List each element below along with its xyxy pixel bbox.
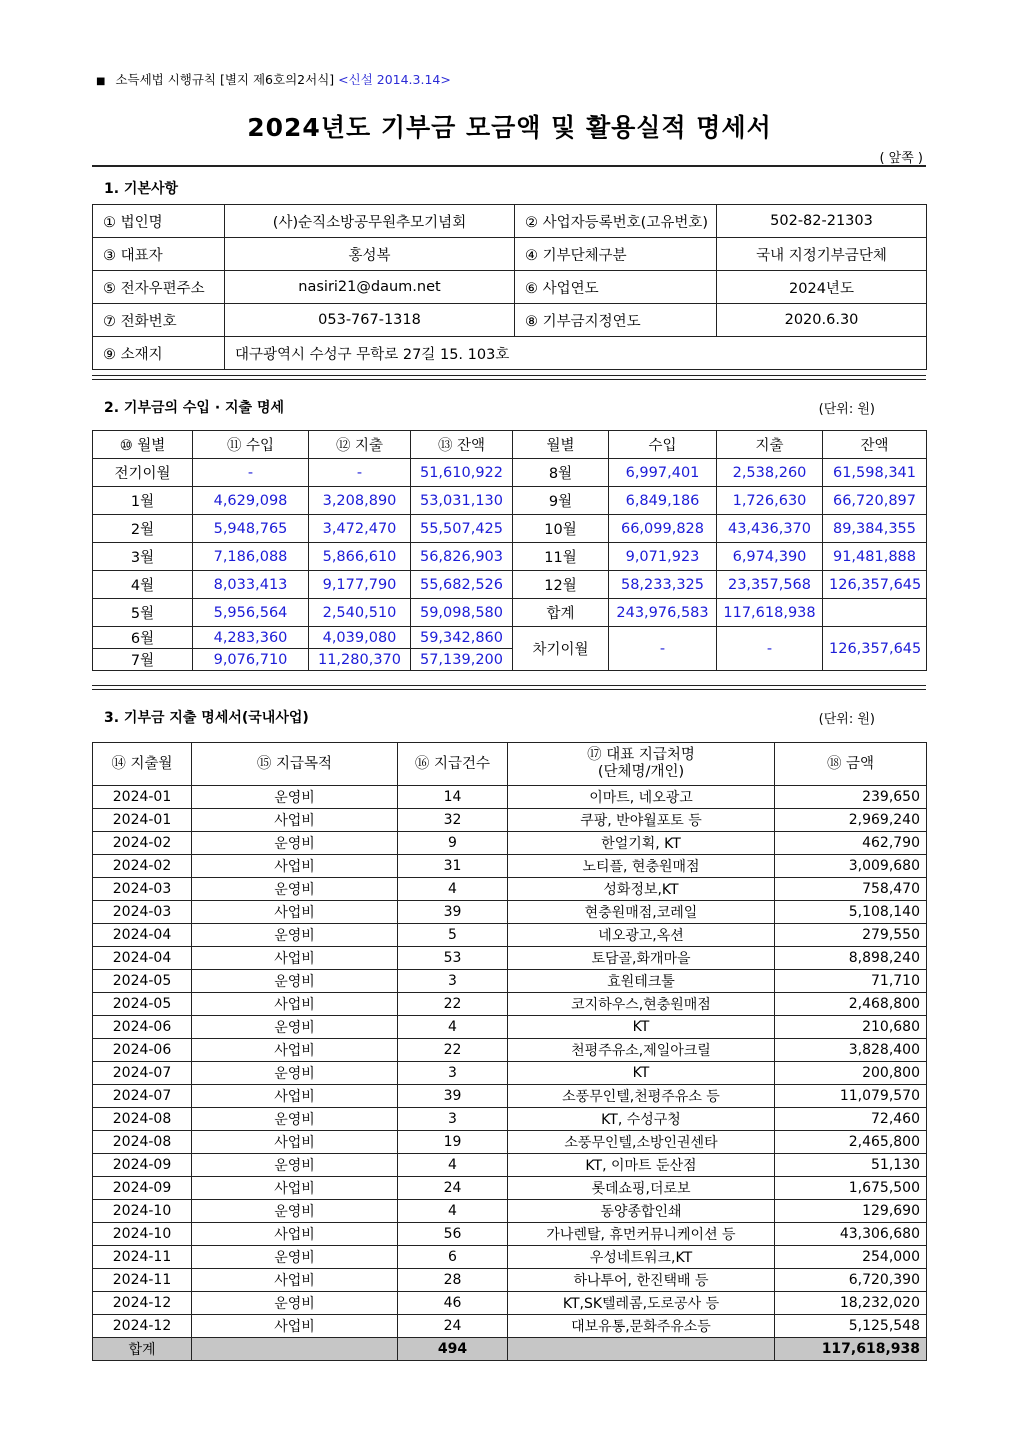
month-row: [93, 515, 927, 543]
amount-cell: 4,629,098: [193, 487, 309, 515]
expense-purpose: 사업비: [192, 1039, 398, 1062]
expense-month: 2024-06: [93, 1016, 192, 1039]
expense-purpose: 사업비: [192, 1177, 398, 1200]
expense-purpose: 운영비: [192, 970, 398, 993]
total-label: 합계: [93, 1338, 192, 1361]
expense-month: 2024-01: [93, 786, 192, 809]
amount-cell: 9,076,710: [193, 649, 309, 671]
income-expense-table: [92, 430, 927, 671]
info-value: (사)순직소방공무원추모기념회: [225, 205, 515, 238]
expense-count: 4: [398, 1200, 508, 1223]
amount-cell: 5,866,610: [309, 543, 411, 571]
expense-month: 2024-01: [93, 809, 192, 832]
expense-month: 2024-11: [93, 1246, 192, 1269]
column-header: [508, 743, 775, 786]
section1-heading: 1. 기본사항: [104, 181, 179, 197]
amount-cell: 53,031,130: [411, 487, 513, 515]
expense-purpose: 사업비: [192, 809, 398, 832]
expense-row: [93, 901, 927, 924]
expense-count: 24: [398, 1315, 508, 1338]
expense-recipient: 성화정보,KT: [508, 878, 775, 901]
amount-cell: -: [193, 459, 309, 487]
expense-month: 2024-08: [93, 1108, 192, 1131]
expense-month: 2024-02: [93, 832, 192, 855]
expense-purpose: 사업비: [192, 947, 398, 970]
expense-purpose: 운영비: [192, 1246, 398, 1269]
expense-purpose: 사업비: [192, 1223, 398, 1246]
expense-recipient: KT: [508, 1016, 775, 1039]
amount-cell: 6,849,186: [609, 487, 717, 515]
expense-recipient: 하나투어, 한진택배 등: [508, 1269, 775, 1292]
expense-recipient: 대보유통,문화주유소등: [508, 1315, 775, 1338]
expense-amount: 279,550: [775, 924, 927, 947]
month-row: [93, 571, 927, 599]
amount-cell: 56,826,903: [411, 543, 513, 571]
month-row: [93, 627, 927, 649]
expense-amount: 71,710: [775, 970, 927, 993]
month-label: 3월: [93, 543, 193, 571]
column-header: 잔액: [823, 431, 927, 459]
info-label: ⑧ 기부금지정연도: [515, 304, 717, 337]
info-label: ⑤ 전자우편주소: [93, 271, 225, 304]
expense-recipient: 쿠팡, 반야월포토 등: [508, 809, 775, 832]
amount-cell: [823, 599, 927, 627]
expense-amount: 8,898,240: [775, 947, 927, 970]
month-label: 차기이월: [513, 627, 609, 671]
amount-cell: 61,598,341: [823, 459, 927, 487]
amount-cell: 59,098,580: [411, 599, 513, 627]
expense-month: 2024-06: [93, 1039, 192, 1062]
expense-month: 2024-09: [93, 1177, 192, 1200]
expense-amount: 1,675,500: [775, 1177, 927, 1200]
expense-count: 5: [398, 924, 508, 947]
address-value: 대구광역시 수성구 무학로 27길 15. 103호: [225, 337, 927, 370]
address-row: [93, 337, 927, 370]
info-row: [93, 205, 927, 238]
expense-row: [93, 855, 927, 878]
expense-count: 22: [398, 1039, 508, 1062]
expense-amount: 18,232,020: [775, 1292, 927, 1315]
expense-recipient: 한얼기획, KT: [508, 832, 775, 855]
column-header: ⑭ 지출월: [93, 743, 192, 786]
month-label: 합계: [513, 599, 609, 627]
header-row: [93, 431, 927, 459]
amount-cell: 91,481,888: [823, 543, 927, 571]
info-row: [93, 238, 927, 271]
month-row: [93, 487, 927, 515]
amount-cell: 3,208,890: [309, 487, 411, 515]
expense-recipient: 가나렌탈, 휴먼커뮤니케이션 등: [508, 1223, 775, 1246]
month-row: [93, 459, 927, 487]
month-label: 7월: [93, 649, 193, 671]
expense-purpose: 사업비: [192, 993, 398, 1016]
expense-recipient: 소풍무인텔,소방인권센타: [508, 1131, 775, 1154]
amount-cell: 66,099,828: [609, 515, 717, 543]
amount-cell: 1,726,630: [717, 487, 823, 515]
expense-row: [93, 1223, 927, 1246]
expense-purpose: 운영비: [192, 878, 398, 901]
divider: [92, 685, 926, 690]
expense-purpose: 사업비: [192, 1085, 398, 1108]
expense-count: 3: [398, 1108, 508, 1131]
expense-month: 2024-10: [93, 1223, 192, 1246]
expense-amount: 3,009,680: [775, 855, 927, 878]
expense-row: [93, 1315, 927, 1338]
amount-cell: 117,618,938: [717, 599, 823, 627]
amount-cell: 3,472,470: [309, 515, 411, 543]
expense-amount: 462,790: [775, 832, 927, 855]
month-label: 8월: [513, 459, 609, 487]
empty-cell: [192, 1338, 398, 1361]
info-value: nasiri21@daum.net: [225, 271, 515, 304]
expense-amount: 5,108,140: [775, 901, 927, 924]
amount-cell: 4,283,360: [193, 627, 309, 649]
expense-amount: 2,465,800: [775, 1131, 927, 1154]
expense-count: 46: [398, 1292, 508, 1315]
expense-row: [93, 993, 927, 1016]
expense-purpose: 운영비: [192, 1200, 398, 1223]
amount-cell: 9,177,790: [309, 571, 411, 599]
amount-cell: -: [309, 459, 411, 487]
expense-purpose: 사업비: [192, 901, 398, 924]
info-label: ③ 대표자: [93, 238, 225, 271]
info-label: ① 법인명: [93, 205, 225, 238]
expense-month: 2024-02: [93, 855, 192, 878]
month-label: 2월: [93, 515, 193, 543]
expense-row: [93, 1062, 927, 1085]
header-line: ⑰ 대표 지급처명: [587, 747, 695, 763]
expense-amount: 6,720,390: [775, 1269, 927, 1292]
amount-cell: 59,342,860: [411, 627, 513, 649]
amount-cell: 126,357,645: [823, 571, 927, 599]
expense-recipient: KT,SK텔레콤,도로공사 등: [508, 1292, 775, 1315]
expense-purpose: 운영비: [192, 832, 398, 855]
info-row: [93, 271, 927, 304]
amount-cell: 8,033,413: [193, 571, 309, 599]
amount-cell: 55,507,425: [411, 515, 513, 543]
front-side-label: ( 앞쪽 ): [879, 151, 923, 166]
expense-purpose: 운영비: [192, 1016, 398, 1039]
expense-row: [93, 1292, 927, 1315]
amount-cell: 11,280,370: [309, 649, 411, 671]
divider: [92, 165, 926, 167]
expense-amount: 2,468,800: [775, 993, 927, 1016]
expense-recipient: 롯데쇼핑,더로보: [508, 1177, 775, 1200]
expense-row: [93, 832, 927, 855]
column-header: ⑫ 지출: [309, 431, 411, 459]
amount-cell: 4,039,080: [309, 627, 411, 649]
expense-purpose: 운영비: [192, 1108, 398, 1131]
expense-month: 2024-09: [93, 1154, 192, 1177]
address-label: ⑨ 소재지: [93, 337, 225, 370]
amount-cell: 58,233,325: [609, 571, 717, 599]
column-header: ⑩ 월별: [93, 431, 193, 459]
expense-count: 4: [398, 1016, 508, 1039]
expense-month: 2024-12: [93, 1315, 192, 1338]
amount-cell: 51,610,922: [411, 459, 513, 487]
section2-heading: 2. 기부금의 수입 · 지출 명세: [104, 400, 284, 416]
expense-month: 2024-12: [93, 1292, 192, 1315]
expense-amount: 239,650: [775, 786, 927, 809]
amount-cell: 243,976,583: [609, 599, 717, 627]
month-label: 6월: [93, 627, 193, 649]
month-label: 9월: [513, 487, 609, 515]
expense-count: 53: [398, 947, 508, 970]
expense-recipient: 소풍무인텔,천평주유소 등: [508, 1085, 775, 1108]
column-header: 월별: [513, 431, 609, 459]
info-label: ④ 기부단체구분: [515, 238, 717, 271]
expense-month: 2024-05: [93, 970, 192, 993]
month-label: 12월: [513, 571, 609, 599]
expense-amount: 11,079,570: [775, 1085, 927, 1108]
section2-unit: (단위: 원): [818, 402, 875, 417]
header-line: (단체명/개인): [597, 764, 685, 780]
expense-count: 3: [398, 970, 508, 993]
expense-amount: 129,690: [775, 1200, 927, 1223]
expense-row: [93, 1108, 927, 1131]
expense-amount: 43,306,680: [775, 1223, 927, 1246]
month-row: [93, 599, 927, 627]
expense-row: [93, 970, 927, 993]
expense-recipient: 우성네트워크,KT: [508, 1246, 775, 1269]
amount-cell: 6,997,401: [609, 459, 717, 487]
expense-count: 56: [398, 1223, 508, 1246]
document-title: 2024년도 기부금 모금액 및 활용실적 명세서: [247, 113, 772, 142]
info-value: 홍성복: [225, 238, 515, 271]
expense-count: 4: [398, 878, 508, 901]
expense-count: 4: [398, 1154, 508, 1177]
month-label: 1월: [93, 487, 193, 515]
expense-purpose: 사업비: [192, 1131, 398, 1154]
expense-month: 2024-04: [93, 924, 192, 947]
amount-cell: 66,720,897: [823, 487, 927, 515]
expense-purpose: 사업비: [192, 1269, 398, 1292]
expense-purpose: 사업비: [192, 1315, 398, 1338]
section3-heading: 3. 기부금 지출 명세서(국내사업): [104, 710, 309, 726]
expense-row: [93, 1016, 927, 1039]
month-label: 11월: [513, 543, 609, 571]
expense-month: 2024-04: [93, 947, 192, 970]
expense-count: 9: [398, 832, 508, 855]
info-label: ② 사업자등록번호(고유번호): [515, 205, 717, 238]
column-header: 수입: [609, 431, 717, 459]
expense-purpose: 운영비: [192, 1062, 398, 1085]
month-label: 전기이월: [93, 459, 193, 487]
form-header: [96, 70, 451, 88]
expense-recipient: 노티플, 현충원매점: [508, 855, 775, 878]
amount-cell: 57,139,200: [411, 649, 513, 671]
expense-month: 2024-05: [93, 993, 192, 1016]
divider: [92, 375, 926, 380]
column-header: ⑯ 지급건수: [398, 743, 508, 786]
expense-purpose: 운영비: [192, 1154, 398, 1177]
month-label: 10월: [513, 515, 609, 543]
amount-cell: 43,436,370: [717, 515, 823, 543]
expense-amount: 200,800: [775, 1062, 927, 1085]
month-label: 5월: [93, 599, 193, 627]
expense-amount: 3,828,400: [775, 1039, 927, 1062]
expense-count: 39: [398, 901, 508, 924]
expense-recipient: 토담골,화개마을: [508, 947, 775, 970]
expense-recipient: 현충원매점,코레일: [508, 901, 775, 924]
info-value: 053-767-1318: [225, 304, 515, 337]
expense-recipient: 이마트, 네오광고: [508, 786, 775, 809]
column-header: 지출: [717, 431, 823, 459]
total-row: [93, 1338, 927, 1361]
amount-cell: 2,540,510: [309, 599, 411, 627]
expense-count: 39: [398, 1085, 508, 1108]
expense-month: 2024-11: [93, 1269, 192, 1292]
expense-count: 3: [398, 1062, 508, 1085]
amount-cell: 126,357,645: [823, 627, 927, 671]
expense-amount: 254,000: [775, 1246, 927, 1269]
amount-cell: -: [717, 627, 823, 671]
month-label: 4월: [93, 571, 193, 599]
expense-recipient: KT, 수성구청: [508, 1108, 775, 1131]
expense-row: [93, 1131, 927, 1154]
expense-amount: 72,460: [775, 1108, 927, 1131]
amount-cell: 23,357,568: [717, 571, 823, 599]
expense-month: 2024-10: [93, 1200, 192, 1223]
expense-purpose: 사업비: [192, 855, 398, 878]
expense-recipient: KT: [508, 1062, 775, 1085]
expense-row: [93, 786, 927, 809]
info-label: ⑦ 전화번호: [93, 304, 225, 337]
expense-row: [93, 1269, 927, 1292]
expense-row: [93, 1177, 927, 1200]
expense-row: [93, 947, 927, 970]
expense-count: 14: [398, 786, 508, 809]
expense-recipient: 천평주유소,제일아크릴: [508, 1039, 775, 1062]
amount-cell: 5,956,564: [193, 599, 309, 627]
expense-recipient: 코지하우스,현충원매점: [508, 993, 775, 1016]
expense-amount: 51,130: [775, 1154, 927, 1177]
expense-count: 32: [398, 809, 508, 832]
revision-tag: <신설 2014.3.14>: [338, 72, 451, 87]
column-header: ⑮ 지급목적: [192, 743, 398, 786]
total-amount: 117,618,938: [775, 1338, 927, 1361]
expense-recipient: 네오광고,옥션: [508, 924, 775, 947]
empty-cell: [508, 1338, 775, 1361]
expense-month: 2024-08: [93, 1131, 192, 1154]
expense-row: [93, 878, 927, 901]
info-label: ⑥ 사업연도: [515, 271, 717, 304]
expense-count: 31: [398, 855, 508, 878]
info-value: 2020.6.30: [717, 304, 927, 337]
amount-cell: 2,538,260: [717, 459, 823, 487]
column-header: ⑪ 수입: [193, 431, 309, 459]
amount-cell: -: [609, 627, 717, 671]
section3-unit: (단위: 원): [818, 712, 875, 727]
expense-month: 2024-03: [93, 878, 192, 901]
amount-cell: 6,974,390: [717, 543, 823, 571]
expense-row: [93, 1246, 927, 1269]
amount-cell: 55,682,526: [411, 571, 513, 599]
info-value: 502-82-21303: [717, 205, 927, 238]
header-row: [93, 743, 927, 786]
info-row: [93, 304, 927, 337]
expense-count: 28: [398, 1269, 508, 1292]
expense-amount: 758,470: [775, 878, 927, 901]
expense-month: 2024-03: [93, 901, 192, 924]
expense-row: [93, 1039, 927, 1062]
amount-cell: 89,384,355: [823, 515, 927, 543]
expense-count: 22: [398, 993, 508, 1016]
expense-purpose: 운영비: [192, 1292, 398, 1315]
month-row: [93, 543, 927, 571]
expense-purpose: 운영비: [192, 786, 398, 809]
expense-purpose: 운영비: [192, 924, 398, 947]
total-count: 494: [398, 1338, 508, 1361]
info-value: 2024년도: [717, 271, 927, 304]
law-reference: 소득세법 시행규칙 [별지 제6호의2서식]: [115, 72, 335, 87]
expense-count: 19: [398, 1131, 508, 1154]
info-value: 국내 지정기부금단체: [717, 238, 927, 271]
expense-month: 2024-07: [93, 1085, 192, 1108]
expense-recipient: 동양종합인쇄: [508, 1200, 775, 1223]
expense-row: [93, 809, 927, 832]
expense-amount: 2,969,240: [775, 809, 927, 832]
expense-row: [93, 1085, 927, 1108]
expense-count: 24: [398, 1177, 508, 1200]
column-header: ⑱ 금액: [775, 743, 927, 786]
expense-recipient: KT, 이마트 둔산점: [508, 1154, 775, 1177]
expense-row: [93, 924, 927, 947]
expense-row: [93, 1154, 927, 1177]
expense-row: [93, 1200, 927, 1223]
column-header: ⑬ 잔액: [411, 431, 513, 459]
amount-cell: 5,948,765: [193, 515, 309, 543]
expense-month: 2024-07: [93, 1062, 192, 1085]
expense-amount: 210,680: [775, 1016, 927, 1039]
expense-count: 6: [398, 1246, 508, 1269]
expense-amount: 5,125,548: [775, 1315, 927, 1338]
square-bullet-icon: ■: [96, 76, 106, 87]
expense-detail-table: [92, 742, 927, 1361]
amount-cell: 7,186,088: [193, 543, 309, 571]
amount-cell: 9,071,923: [609, 543, 717, 571]
expense-recipient: 효원테크툴: [508, 970, 775, 993]
basic-info-table: [92, 204, 927, 370]
